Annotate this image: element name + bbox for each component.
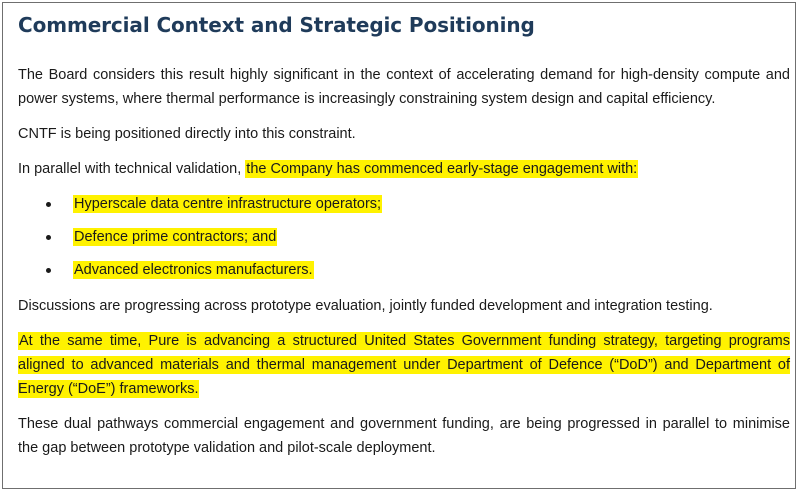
list-item-text: Hyperscale data centre infrastructure operators; <box>74 196 382 212</box>
document-frame <box>2 2 796 489</box>
list-item-text: Defence prime contractors; and <box>74 229 277 245</box>
paragraph-engagement-intro <box>18 157 790 181</box>
bullet-icon <box>46 268 51 273</box>
list-item-text: Advanced electronics manufacturers. <box>74 262 313 278</box>
paragraph-dual-pathways: These dual pathways commercial engagement and government funding, are being progressed in parallel to minimise the gap between prototype validation and pilot-scale deployment. <box>18 416 790 456</box>
paragraph-cntf-positioning: CNTF is being positioned directly into this constraint. <box>18 126 356 142</box>
paragraph-discussions: Discussions are progressing across prototype evaluation, jointly funded development and integration testing. <box>18 298 713 314</box>
engagement-list <box>18 192 790 282</box>
section-heading: Commercial Context and Strategic Positioning <box>18 13 535 37</box>
list-item <box>18 225 790 249</box>
list-item <box>18 192 790 216</box>
engagement-intro-highlight: the Company has commenced early-stage engagement with: <box>246 161 638 177</box>
document-body <box>18 11 790 460</box>
list-item <box>18 258 790 282</box>
bullet-icon <box>46 235 51 240</box>
paragraph-government-funding <box>18 329 790 401</box>
government-funding-highlight: At the same time, Pure is advancing a structured United States Government funding strategy, targeting programs aligned to advanced materials and thermal management under Department of Defence (“DoD”) and Department of Energy (“DoE”) frameworks. <box>18 333 790 397</box>
bullet-icon <box>46 202 51 207</box>
paragraph-board-context: The Board considers this result highly significant in the context of accelerating demand for high-density compute and power systems, where thermal performance is increasingly constraining system design and capital efficiency. <box>18 67 790 107</box>
engagement-intro-text: In parallel with technical validation, <box>18 161 246 177</box>
